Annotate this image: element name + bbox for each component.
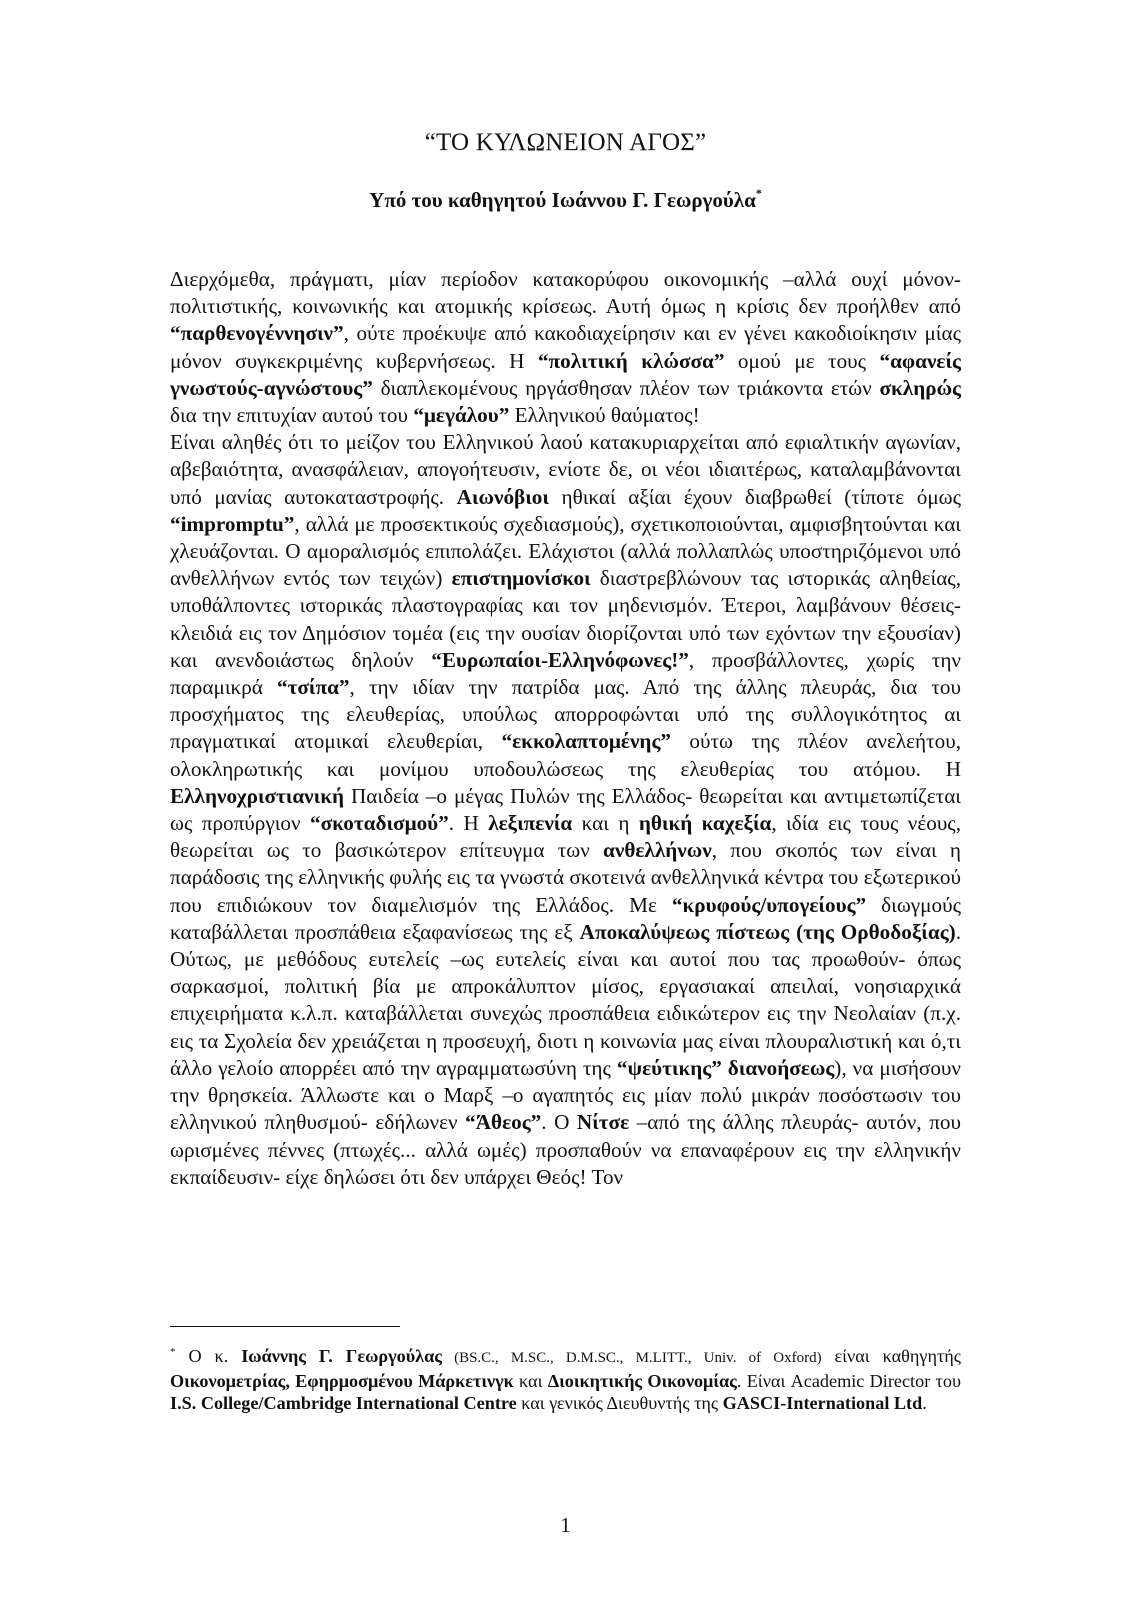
text-run: δια την επιτυχίαν αυτού του: [170, 403, 414, 428]
page-number: 1: [560, 1513, 571, 1537]
bold-text-run: Οικονομετρίας, Εφηρμοσμένου Μάρκετινγκ: [170, 1370, 514, 1391]
bold-text-run: GASCI-International Ltd: [722, 1393, 923, 1414]
bold-text-run: “Άθεος”: [465, 1110, 542, 1135]
bold-text-run: ανθελλήνων: [603, 838, 712, 863]
text-run: διωγμούς καταβάλλεται προσπάθεια εξαφανίσεως της εξ: [170, 892, 961, 944]
text-run: . Ούτως, με μεθόδους ευτελείς –ως ευτελείς είναι και αυτοί που τας προωθούν- όπως σαρκασμοί, πολιτική βία με απροκάλυπτον μίσος, εργασιακαί απειλαί, νοησιαρχικά επιχειρήματα κ.λ.π. καταβάλλεται συνεχώς προσπάθεια ειδικώτερον εις την Νεολαίαν (π.χ. εις τα Σχολεία δεν χρειάζεται η προσευχή, διοτι η κοινωνία μας είναι πλουραλιστική και ό,τι άλλο γελοίο απορρέει από την αγραμματωσύνη της: [170, 919, 961, 1080]
bold-text-run: Νίτσε: [576, 1110, 630, 1135]
bold-text-run: “τσίπα”: [277, 675, 350, 700]
bold-text-run: “αφανείς γνωστούς-αγνώστους”: [170, 348, 961, 400]
bold-text-run: Αιωνόβιοι: [456, 484, 549, 509]
bold-text-run: Ελληνοχριστιανική: [170, 783, 344, 808]
bold-text-run: Ιωάννης Γ. Γεωργούλας: [241, 1346, 442, 1367]
footnote-separator: [170, 1326, 400, 1327]
text-run: ούτω της πλέον ανελεήτου, ολοκληρωτικής και μονίμου υποδουλώσεως της ελευθερίας του ατόμου. Η: [170, 729, 962, 781]
text-run: –από της άλλης πλευράς- αυτόν, που ωρισμένες πέννες (πτωχές... αλλά ωμές) προσπαθούν να επαναφέρουν εις την ελληνικήν εκπαίδευσιν- είχε δηλώσει ότι δεν υπάρχει Θεός! Τον: [170, 1110, 961, 1189]
text-run: (BS.C., M.SC., D.M.SC., M.LITT., Univ. of Oxford): [441, 1350, 822, 1367]
bold-text-run: “πολιτική κλώσσα”: [537, 348, 725, 373]
bold-text-run: “παρθενογέννησιν”: [170, 321, 344, 346]
text-run: , ιδία εις τους νέους, θεωρείται ως το βασικώτερον επίτευγμα των: [170, 811, 961, 863]
text-run: . Η: [448, 811, 489, 836]
bold-text-run: λεξιπενία: [488, 811, 573, 836]
text-run: , που σκοπός των είναι η παράδοσις της ελληνικής φυλής εις τα γνωστά σκοτεινά ανθελληνικά κέντρα του εξωτερικού που επιδιώκουν τον διαμελισμόν της Ελλάδος. Με: [170, 838, 961, 917]
text-run: . Ο: [541, 1110, 577, 1135]
footnote: [170, 1341, 961, 1415]
text-run: διαστρεβλώνουν τας ιστορικάς αληθείας, υποθάλποντες ιστορικάς πλαστογραφίας και τον μηδενισμόν. Έτεροι, λαμβάνουν θέσεις-κλειδιά εις τον Δημόσιον τομέα (εις την ουσίαν διορίζονται υπό των εχόντων την εξουσίαν) και ανενδοιάστως δηλούν: [170, 566, 961, 672]
footnote-marker: *: [170, 1346, 176, 1358]
text-run: Ο κ.: [175, 1346, 242, 1367]
text-run: ομού με τους: [724, 348, 880, 373]
article-body: [170, 266, 961, 1191]
text-run: ), να μισήσουν την θρησκεία. Άλλωστε και ο Μαρξ –ο αγαπητός εις μίαν πολύ μικράν ποσόστωσιν του ελληνικού πληθυσμού- εδήλωνεν: [170, 1055, 961, 1135]
author-text: Υπό του καθηγητού Ιωάννου Γ. Γεωργούλα: [369, 188, 756, 212]
text-run: , ούτε προέκυψε από κακοδιαχείρησιν και εν γένει κακοδιοίκησιν μίας μόνον συγκεκριμένης κυβερνήσεως. Η: [170, 321, 961, 373]
text-run: Παιδεία –ο μέγας Πυλών της Ελλάδος- θεωρείται και αντιμετωπίζεται ως προπύργιον: [170, 783, 961, 836]
bold-text-run: ηθική καχεξία: [638, 811, 772, 836]
text-run: και γενικός Διευθυντής της: [516, 1393, 723, 1414]
paragraph-2: [170, 429, 961, 1191]
text-run: ηθικαί αξίαι έχουν διαβρωθεί (τίποτε όμως: [548, 484, 962, 509]
text-run: Διερχόμεθα, πράγματι, μίαν περίοδον κατακορύφου οικονομικής –αλλά ουχί μόνον- πολιτιστικής, κοινωνικής και ατομικής κρίσεως. Αυτή όμως η κρίσις δεν προήλθεν από: [170, 267, 961, 319]
bold-text-run: “κρυφούς/υπογείους”: [671, 892, 867, 917]
text-run: .: [922, 1393, 927, 1414]
bold-text-run: “εκκολαπτομένης”: [501, 729, 671, 754]
paragraph-1: [170, 266, 961, 429]
bold-text-run: σκληρώς: [879, 375, 961, 400]
bold-text-run: “σκοταδισμού”: [310, 811, 449, 836]
bold-text-run: “ψεύτικης” διανοήσεως: [616, 1055, 835, 1080]
bold-text-run: I.S. College/Cambridge International Centre: [170, 1393, 517, 1414]
bold-text-run: “μεγάλου”: [413, 403, 510, 428]
document-title: “ΤΟ ΚΥΛΩΝΕΙΟΝ ΑΓΟΣ”: [424, 129, 707, 156]
text-run: . Είναι Academic Director του: [736, 1370, 961, 1391]
text-run: , αλλά με προσεκτικούς σχεδιασμούς), σχετικοποιούνται, αμφισβητούνται και χλευάζονται. Ο αμοραλισμός επιπολάζει. Ελάχιστοι (αλλά πολλαπλώς υποστηριζόμενοι υπό ανθελλήνων εντός των τειχών): [170, 511, 961, 591]
bold-text-run: “Ευρωπαίοι-Ελληνόφωνες!”: [431, 647, 689, 672]
text-run: και: [513, 1370, 548, 1391]
footnote-reference-marker: *: [755, 186, 762, 200]
text-run: , την ιδίαν την πατρίδα μας. Από της άλλης πλευράς, δια του προσχήματος της ελευθερίας, υπούλως απορροφώνται υπό της συλλογικότητος αι πραγματικαί ατομικαί ελευθερίαι,: [170, 675, 961, 754]
text-run: είναι καθηγητής: [821, 1346, 961, 1367]
footnote-text: [170, 1346, 961, 1413]
author-line: [0, 188, 1131, 213]
text-run: και η: [572, 811, 639, 836]
bold-text-run: Διοικητικής Οικονομίας: [547, 1370, 737, 1391]
text-run: διαπλεκομένους ηργάσθησαν πλέον των τριάκοντα ετών: [372, 375, 880, 400]
bold-text-run: Αποκαλύψεως πίστεως (της Ορθοδοξίας): [579, 919, 956, 944]
text-run: Ελληνικού θαύματος!: [509, 403, 700, 428]
text-run: , προσβάλλοντες, χωρίς την παραμικρά: [170, 647, 961, 700]
bold-text-run: επιστημονίσκοι: [451, 566, 591, 591]
bold-text-run: “impromptu”: [170, 511, 295, 536]
text-run: Είναι αληθές ότι το μείζον του Ελληνικού λαού κατακυριαρχείται από εφιαλτικήν αγωνίαν, αβεβαιότητα, ανασφάλειαν, απογοήτευσιν, ενίοτε δε, οι νέοι ιδιαιτέρως, καταλαμβάνονται υπό μανίας αυτοκαταστροφής.: [170, 430, 961, 509]
